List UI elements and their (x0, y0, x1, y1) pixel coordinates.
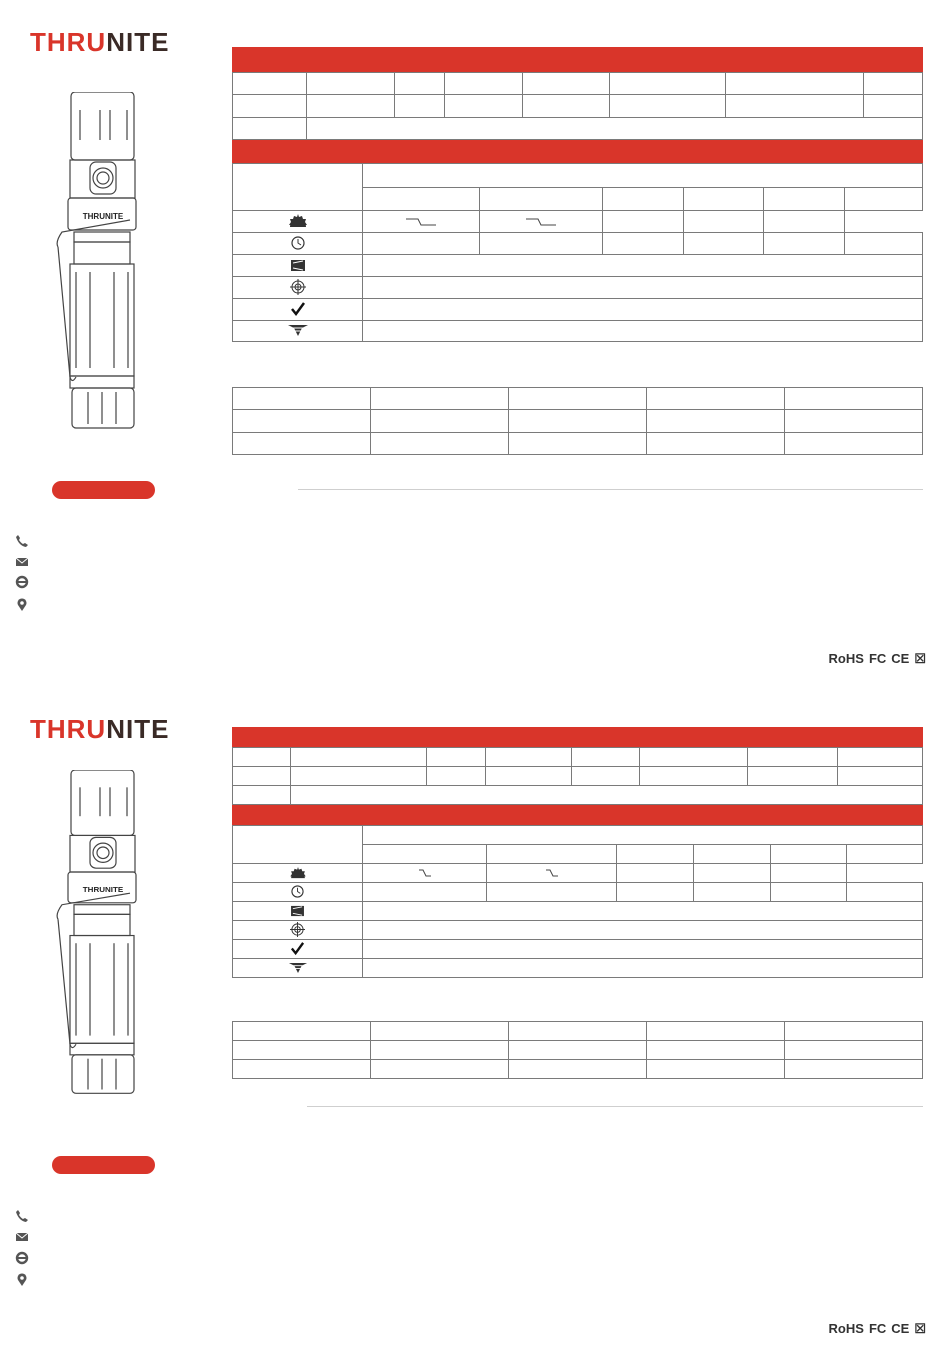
product-marking-text: THRUNITE (82, 212, 124, 221)
step-down-graph (406, 218, 436, 226)
section-header-bar (232, 805, 923, 825)
brand-logo: THRUNITE (30, 714, 170, 744)
section-header-bar (232, 47, 923, 72)
flashlight-illustration (50, 770, 150, 1102)
specs-panel-2 (232, 727, 923, 978)
intensity-icon (290, 279, 306, 295)
performance-table (232, 825, 923, 978)
model-spec-table (232, 72, 923, 140)
waterproof-icon (288, 962, 308, 974)
certification-marks (824, 1321, 926, 1337)
label-pill (52, 481, 155, 499)
step-down-graph (526, 218, 556, 226)
beam-distance-icon (290, 259, 306, 272)
flashlight-illustration (50, 92, 150, 437)
weee-icon: ☒ (914, 1321, 926, 1336)
specs-panel-1 (232, 47, 923, 342)
brand-logo: THRUNITE (30, 27, 170, 57)
weee-icon: ☒ (914, 651, 926, 666)
rohs-mark: RoHS (828, 651, 864, 666)
impact-resistance-icon (290, 301, 306, 317)
email-icon (15, 555, 29, 569)
accessories-table (232, 1021, 923, 1079)
section-header-bar (232, 727, 923, 747)
phone-icon (15, 1209, 29, 1223)
ce-mark: CE (891, 651, 910, 666)
accessories-panel-2 (232, 1021, 923, 1079)
step-down-graph (546, 869, 558, 877)
waterproof-icon (287, 324, 309, 337)
brightness-icon (289, 867, 307, 879)
fcc-mark: FC (868, 651, 887, 666)
accessories-table (232, 387, 923, 455)
label-pill (52, 1156, 155, 1174)
step-down-graph (419, 869, 431, 877)
section-header-bar (232, 140, 923, 163)
brightness-icon (288, 214, 308, 228)
runtime-icon (291, 236, 305, 250)
product-marking-text: THRUNITE (82, 885, 124, 895)
web-icon (15, 1251, 29, 1265)
location-icon (15, 1273, 29, 1287)
accessories-panel-1 (232, 387, 923, 455)
certification-marks (824, 651, 926, 667)
intensity-icon (290, 922, 305, 937)
impact-resistance-icon (290, 941, 305, 956)
divider (307, 1106, 923, 1107)
beam-distance-icon (290, 905, 305, 917)
divider (298, 489, 923, 490)
fcc-mark: FC (868, 1321, 887, 1336)
performance-table (232, 163, 923, 342)
brightness-row-label (233, 211, 363, 233)
ce-mark: CE (891, 1321, 910, 1336)
runtime-icon (291, 885, 304, 898)
model-spec-table (232, 747, 923, 805)
phone-icon (15, 534, 29, 548)
rohs-mark: RoHS (828, 1321, 864, 1336)
email-icon (15, 1230, 29, 1244)
web-icon (15, 575, 29, 589)
location-icon (15, 598, 29, 612)
